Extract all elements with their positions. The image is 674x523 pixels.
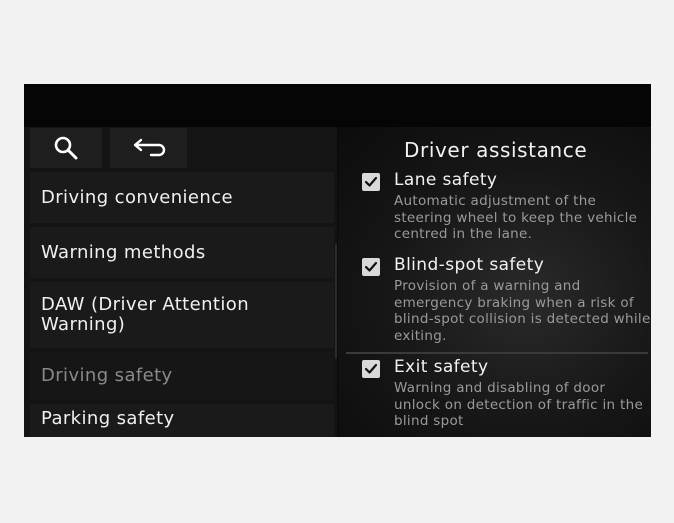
option-title: Blind-spot safety	[394, 255, 545, 275]
option-description: Warning and disabling of door unlock on detection of traffic in the blind spot	[394, 380, 644, 429]
lane-safety-checkbox[interactable]	[362, 173, 380, 191]
option-title: Lane safety	[394, 170, 498, 190]
checkmark-icon	[364, 362, 378, 376]
menu-item-label: DAW (Driver Attention Warning)	[41, 294, 249, 335]
exit-safety-checkbox[interactable]	[362, 360, 380, 378]
menu-item-label: Parking safety	[41, 408, 175, 429]
menu-item-label: Driving safety	[41, 365, 173, 386]
page-title: Driver assistance	[404, 138, 588, 162]
blind-spot-safety-checkbox[interactable]	[362, 258, 380, 276]
checkmark-icon	[364, 260, 378, 274]
search-button[interactable]	[30, 128, 102, 168]
pane-divider	[335, 244, 337, 359]
menu-item-label: Driving convenience	[41, 186, 233, 208]
option-description: Provision of a warning and emergency braking when a risk of blind-spot collision is detected while exiting.	[394, 278, 651, 344]
menu-item-driving-convenience[interactable]	[30, 172, 334, 223]
menu-item-label: Warning methods	[41, 241, 206, 263]
option-description: Automatic adjustment of the steering wheel to keep the vehicle centred in the lane.	[394, 193, 638, 242]
option-title: Exit safety	[394, 357, 489, 377]
search-icon	[53, 135, 79, 161]
menu-item-daw[interactable]	[30, 282, 334, 348]
back-button[interactable]	[110, 128, 187, 168]
menu-item-parking-safety[interactable]	[30, 404, 334, 437]
checkmark-icon	[364, 175, 378, 189]
option-divider	[346, 352, 648, 354]
back-arrows-icon	[131, 136, 167, 160]
page-background-bottom	[0, 437, 674, 523]
status-bar	[24, 84, 651, 127]
menu-item-warning-methods[interactable]	[30, 227, 334, 278]
menu-item-driving-safety[interactable]	[30, 352, 334, 400]
